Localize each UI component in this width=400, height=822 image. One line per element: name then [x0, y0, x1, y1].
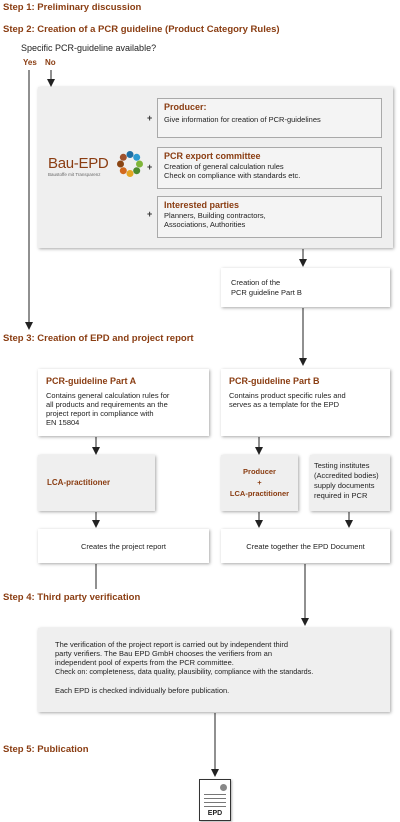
producer-lca-box [221, 455, 298, 511]
epd-text-line [204, 806, 226, 807]
producer-box [157, 98, 382, 138]
committee-line1: Creation of general calculation rules [164, 162, 284, 171]
plus-producer: + [147, 113, 153, 123]
plus-parties: + [147, 209, 153, 219]
part-a-line4: EN 15804 [46, 418, 80, 427]
bau-epd-logo-icon [115, 149, 145, 179]
producer-title: Producer: [164, 102, 207, 112]
part-b-line1: Contains product specific rules and [229, 391, 346, 400]
verification-line5: Each EPD is checked individually before publication. [55, 686, 230, 695]
no-label: No [45, 58, 56, 67]
part-b-title: PCR-guideline Part B [229, 376, 320, 386]
verification-line2: party verifiers. The Bau EPD GmbH chooses the verifiers from an [55, 649, 273, 658]
yes-label: Yes [23, 58, 37, 67]
testing-line2: (Accredited bodies) [314, 471, 379, 480]
testing-line4: required in PCR [314, 491, 368, 500]
verification-box [38, 628, 390, 712]
step1-heading: Step 1: Preliminary discussion [3, 2, 142, 13]
producer-lca-line3: LCA-practitioner [229, 489, 290, 498]
lca-practitioner-box [38, 455, 155, 511]
lca-label: LCA-practitioner [47, 478, 111, 487]
part-a-title: PCR-guideline Part A [46, 376, 137, 386]
part-a-line3: project report in compliance with [46, 409, 154, 418]
committee-line2: Check on compliance with standards etc. [164, 171, 301, 180]
parties-line2: Associations, Authorities [164, 220, 246, 229]
epd-text-line [204, 794, 226, 795]
part-a-line2: all products and requirements an the [46, 400, 168, 409]
bau-epd-tagline: Baustoffe mit Transparenz [48, 172, 101, 177]
epd-seal-dot [220, 784, 227, 791]
step3-heading: Step 3: Creation of EPD and project report [3, 333, 194, 344]
step4-heading: Step 4: Third party verification [3, 592, 141, 603]
part-b-box [221, 369, 390, 436]
epd-document-icon [199, 779, 231, 821]
parties-line1: Planners, Building contractors, [164, 211, 266, 220]
producer-lca-plus: + [257, 478, 262, 487]
creation-b-line2: PCR guideline Part B [231, 288, 302, 297]
parties-box [157, 196, 382, 238]
part-a-line1: Contains general calculation rules for [46, 391, 170, 400]
committee-box [157, 147, 382, 189]
plus-committee: + [147, 162, 153, 172]
step5-heading: Step 5: Publication [3, 744, 89, 755]
epd-label: EPD [207, 810, 223, 817]
part-a-box [38, 369, 209, 436]
epd-document-label: Create together the EPD Document [246, 542, 365, 551]
verification-line1: The verification of the project report is carried out by independent third [55, 640, 289, 649]
producer-text: Give information for creation of PCR-guidelines [164, 115, 321, 124]
epd-text-line [204, 802, 226, 803]
verification-line3: independent pool of experts from the PCR committee. [55, 658, 234, 667]
committee-title: PCR export committee [164, 151, 261, 161]
creation-part-b-box [221, 268, 390, 307]
project-report-label: Creates the project report [80, 542, 167, 551]
question-label: Specific PCR-guideline available? [21, 43, 157, 53]
producer-lca-line1: Producer [243, 467, 276, 476]
testing-line1: Testing institutes [314, 461, 370, 470]
testing-institutes-box [310, 455, 390, 511]
epd-document-box [221, 529, 390, 563]
step2-heading: Step 2: Creation of a PCR guideline (Product Category Rules) [3, 24, 280, 35]
project-report-box [38, 529, 209, 563]
bau-epd-logo-text: Bau-EPD [48, 155, 109, 172]
testing-line3: supply documents [314, 481, 375, 490]
creation-b-line1: Creation of the [231, 278, 281, 287]
parties-title: Interested parties [164, 200, 240, 210]
verification-line4: Check on: completeness, data quality, plausibility, compliance with the standards. [55, 667, 314, 676]
epd-text-line [204, 798, 226, 799]
part-b-line2: serves as a template for the EPD [229, 400, 340, 409]
